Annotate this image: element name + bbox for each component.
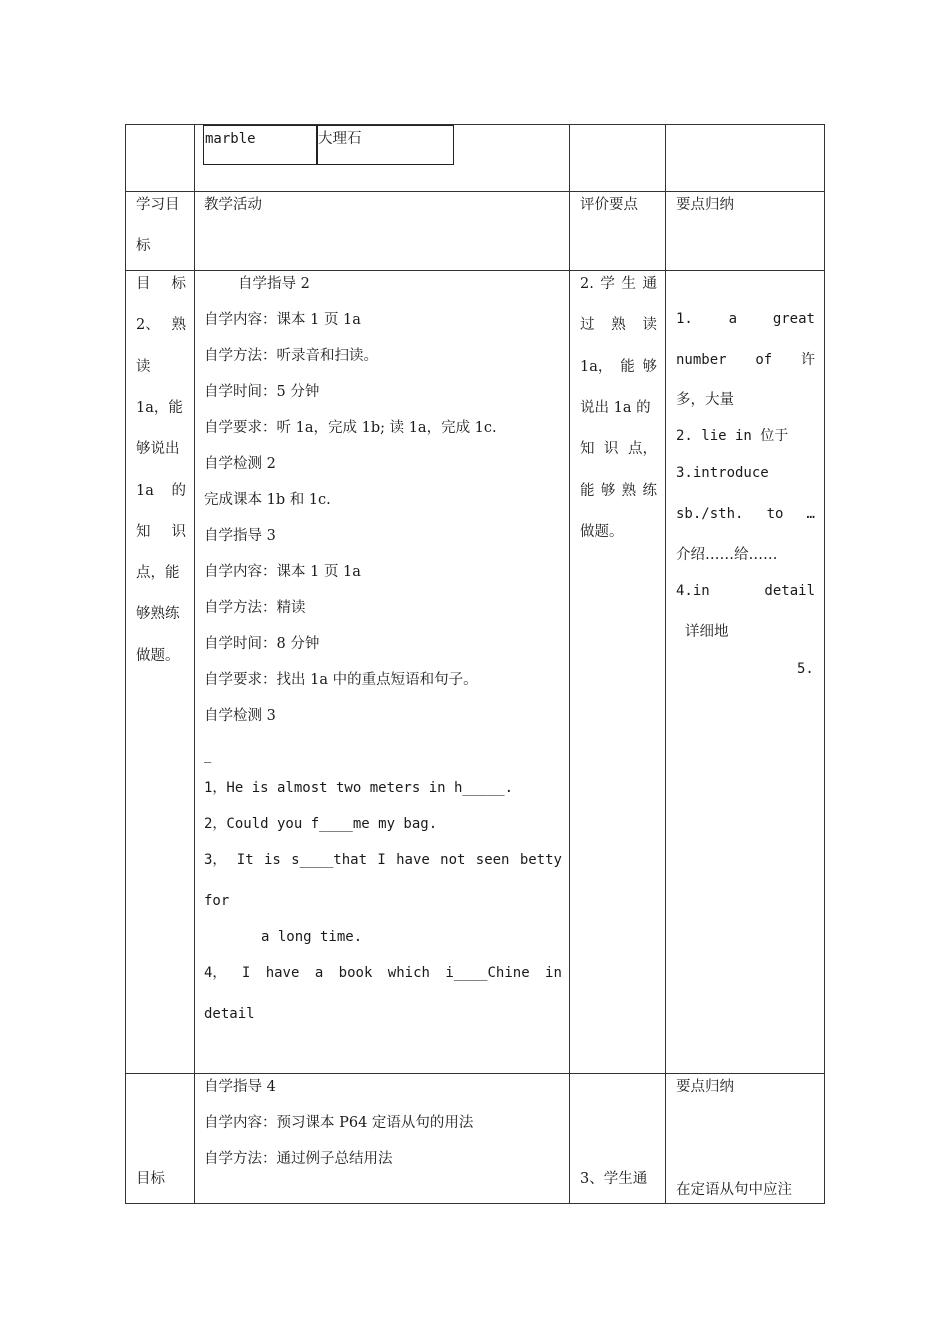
vocab-meaning: 大理石 bbox=[318, 131, 362, 147]
row3-activity-line: 自学方法：通过例子总结用法 bbox=[204, 1151, 393, 1167]
row3-activity-line: 自学指导 4 bbox=[204, 1079, 276, 1095]
goal-line: 够说出 bbox=[136, 441, 180, 457]
summary-line: 4.in detail bbox=[676, 583, 815, 599]
vocab-word: marble bbox=[205, 131, 256, 147]
exercise-3-line2: for bbox=[204, 893, 230, 909]
eval-line: 做题。 bbox=[580, 524, 624, 540]
exercise-1: 1，He is almost two meters in h_____. bbox=[204, 780, 514, 796]
activity-line: 自学检测 3 bbox=[204, 708, 276, 724]
table-row-divider bbox=[125, 191, 825, 192]
exercise-2: 2，Could you f____me my bag. bbox=[204, 816, 438, 832]
eval-line: 2. 学 生 通 bbox=[580, 276, 657, 292]
goal-line: 2、 熟 bbox=[136, 317, 186, 333]
activity-line: 自学指导 2 bbox=[238, 276, 310, 292]
goal-line: 够熟练 bbox=[136, 606, 180, 622]
activity-line: 自学内容：课本 1 页 1a bbox=[204, 564, 361, 580]
summary-line: 介绍……给…… bbox=[676, 547, 778, 563]
exercise-3-line1: 3， It is s____that I have not seen betty bbox=[204, 852, 562, 868]
eval-line: 过 熟 读 bbox=[580, 317, 657, 333]
goal-line: 点，能 bbox=[136, 565, 180, 581]
activity-line: 自学内容：课本 1 页 1a bbox=[204, 312, 361, 328]
eval-line: 1a， 能 够 bbox=[580, 359, 657, 375]
eval-line: 说出 1a 的 bbox=[580, 400, 651, 416]
activity-line: 自学要求：找出 1a 中的重点短语和句子。 bbox=[204, 672, 478, 688]
header-summary: 要点归纳 bbox=[676, 197, 734, 213]
header-evaluation: 评价要点 bbox=[580, 197, 638, 213]
exercise-4-line2: detail bbox=[204, 1006, 255, 1022]
row3-goal: 目标 bbox=[136, 1171, 165, 1187]
table-border-bottom bbox=[125, 1203, 825, 1204]
activity-line: _ bbox=[204, 747, 212, 763]
summary-line: 详细地 bbox=[685, 624, 729, 640]
activity-line: 自学方法：精读 bbox=[204, 600, 306, 616]
eval-line: 能 够 熟 练 bbox=[580, 483, 657, 499]
table-border-left bbox=[125, 124, 126, 1204]
activity-line: 自学时间：5 分钟 bbox=[204, 384, 320, 400]
goal-line: 读 bbox=[136, 359, 151, 375]
summary-line: 3.introduce bbox=[676, 465, 769, 481]
goal-line: 1a，能 bbox=[136, 400, 183, 416]
eval-line: 知 识 点， bbox=[580, 441, 657, 457]
activity-line: 自学要求：听 1a，完成 1b; 读 1a，完成 1c. bbox=[204, 420, 497, 436]
summary-line: 2. lie in 位于 bbox=[676, 428, 789, 444]
table-row-divider bbox=[125, 270, 825, 271]
summary-line: number of 许 bbox=[676, 352, 815, 368]
row3-summary-text: 在定语从句中应注 bbox=[676, 1182, 792, 1198]
table-border-right bbox=[824, 124, 825, 1204]
summary-line: 5. bbox=[797, 661, 814, 677]
table-col-divider bbox=[194, 124, 195, 1204]
summary-line: 多，大量 bbox=[676, 392, 734, 408]
header-activity: 教学活动 bbox=[204, 197, 262, 213]
exercise-3-line3: a long time. bbox=[261, 929, 363, 945]
activity-line: 自学检测 2 bbox=[204, 456, 276, 472]
activity-line: 自学时间：8 分钟 bbox=[204, 636, 320, 652]
goal-line: 1a 的 bbox=[136, 483, 186, 499]
activity-line: 完成课本 1b 和 1c. bbox=[204, 492, 331, 508]
table-col-divider bbox=[569, 124, 570, 1204]
activity-line: 自学指导 3 bbox=[204, 528, 276, 544]
row3-activity-line: 自学内容：预习课本 P64 定语从句的用法 bbox=[204, 1115, 474, 1131]
goal-line: 目 标 bbox=[136, 276, 186, 292]
exercise-4-line1: 4， I have a book which i____Chine in bbox=[204, 965, 562, 981]
header-goal-line2: 标 bbox=[136, 238, 151, 254]
row3-summary-title: 要点归纳 bbox=[676, 1079, 734, 1095]
goal-line: 知 识 bbox=[136, 524, 186, 540]
table-col-divider bbox=[665, 124, 666, 1204]
activity-line: 自学方法：听录音和扫读。 bbox=[204, 348, 378, 364]
summary-line: 1. a great bbox=[676, 311, 815, 327]
header-goal-line1: 学习目 bbox=[136, 197, 180, 213]
goal-line: 做题。 bbox=[136, 648, 180, 664]
row3-eval: 3、学生通 bbox=[580, 1171, 648, 1187]
summary-line: sb./sth. to … bbox=[676, 506, 815, 522]
table-row-divider bbox=[125, 1073, 825, 1074]
